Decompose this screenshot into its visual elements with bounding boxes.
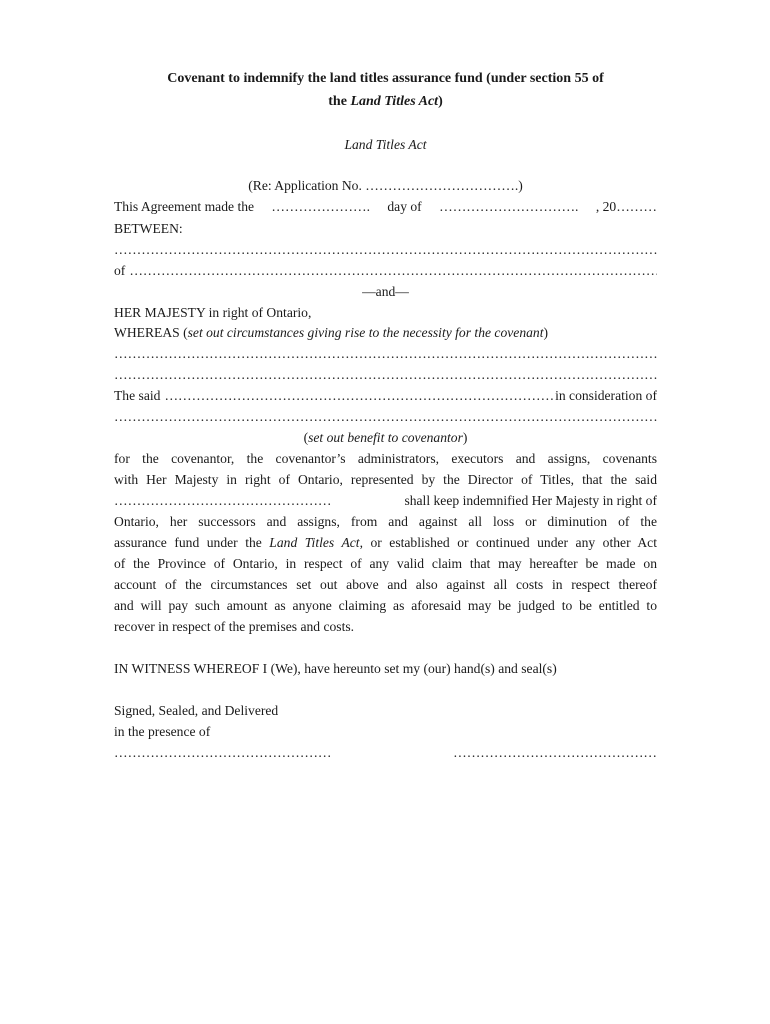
- body-line-4: Ontario, her successors and assigns, from and against all loss or diminution of the: [114, 514, 657, 529]
- benefit-instruction: (set out benefit to covenantor): [303, 430, 468, 445]
- body-line-8: and will pay such amount as anyone claiming as aforesaid may be judged to be entitled to: [114, 598, 657, 613]
- and-separator: —and—: [362, 284, 409, 299]
- covenantor-address-line: of …………………………………………………………………………………………………………………………………………………………………………………………………………………………: [114, 262, 657, 280]
- application-number-blank[interactable]: …………………………….: [365, 178, 519, 193]
- agreement-date-line: This Agreement made the …………………. day of …………………………. , 20………: [114, 199, 657, 214]
- circumstances-blank-2[interactable]: [114, 366, 657, 384]
- application-number-line: (Re: Application No. …………………………….): [248, 178, 523, 193]
- body-line-3: ………………………………………… shall keep indemnified Her Majesty in right of: [114, 493, 657, 508]
- the-said-line: The said ………………………………………………………………………………………………………………………………………………………………………………………………………………………… in consideration of: [114, 387, 657, 405]
- benefit-blank[interactable]: [114, 408, 657, 426]
- document-title-line2: the Land Titles Act): [328, 94, 443, 109]
- covenantor-blank[interactable]: [160, 387, 555, 405]
- agreement-month-blank[interactable]: ………………………….: [439, 199, 579, 214]
- witness-signature-blank[interactable]: …………………………………………: [114, 745, 332, 760]
- between-label: BETWEEN:: [114, 221, 183, 236]
- presence-label: in the presence of: [114, 724, 211, 739]
- witness-clause: IN WITNESS WHEREOF I (We), have hereunto set my (our) hand(s) and seal(s): [114, 661, 557, 676]
- body-line-9: recover in respect of the premises and costs.: [114, 619, 355, 634]
- signature-blanks-row: [114, 744, 657, 762]
- covenantor-signature-blank[interactable]: ………………………………………: [453, 745, 657, 760]
- indemnifier-blank[interactable]: …………………………………………: [114, 493, 332, 508]
- circumstances-blank-1[interactable]: [114, 345, 657, 363]
- body-line-5: assurance fund under the Land Titles Act, or established or continued under any other Act: [114, 535, 657, 550]
- agreement-day-blank[interactable]: ………………….: [271, 199, 370, 214]
- signed-sealed-label: Signed, Sealed, and Delivered: [114, 703, 279, 718]
- whereas-line: WHEREAS (set out circumstances giving rise to the necessity for the covenant): [114, 325, 549, 340]
- document-subtitle: Land Titles Act: [344, 137, 427, 152]
- body-line-7: account of the circumstances set out above and also against all costs in respect thereof: [114, 577, 657, 592]
- body-line-2: with Her Majesty in right of Ontario, represented by the Director of Titles, that the said: [114, 472, 657, 487]
- body-line-1: for the covenantor, the covenantor’s administrators, executors and assigns, covenants: [114, 451, 657, 466]
- her-majesty-party: HER MAJESTY in right of Ontario,: [114, 305, 312, 320]
- document-title-line1: Covenant to indemnify the land titles assurance fund (under section 55 of: [167, 71, 604, 86]
- covenantor-address-blank[interactable]: [125, 262, 657, 280]
- agreement-year-blank[interactable]: , 20………: [595, 199, 657, 214]
- covenantor-name-blank[interactable]: [114, 241, 657, 259]
- body-line-6: of the Province of Ontario, in respect of any valid claim that may hereafter be made on: [114, 556, 657, 571]
